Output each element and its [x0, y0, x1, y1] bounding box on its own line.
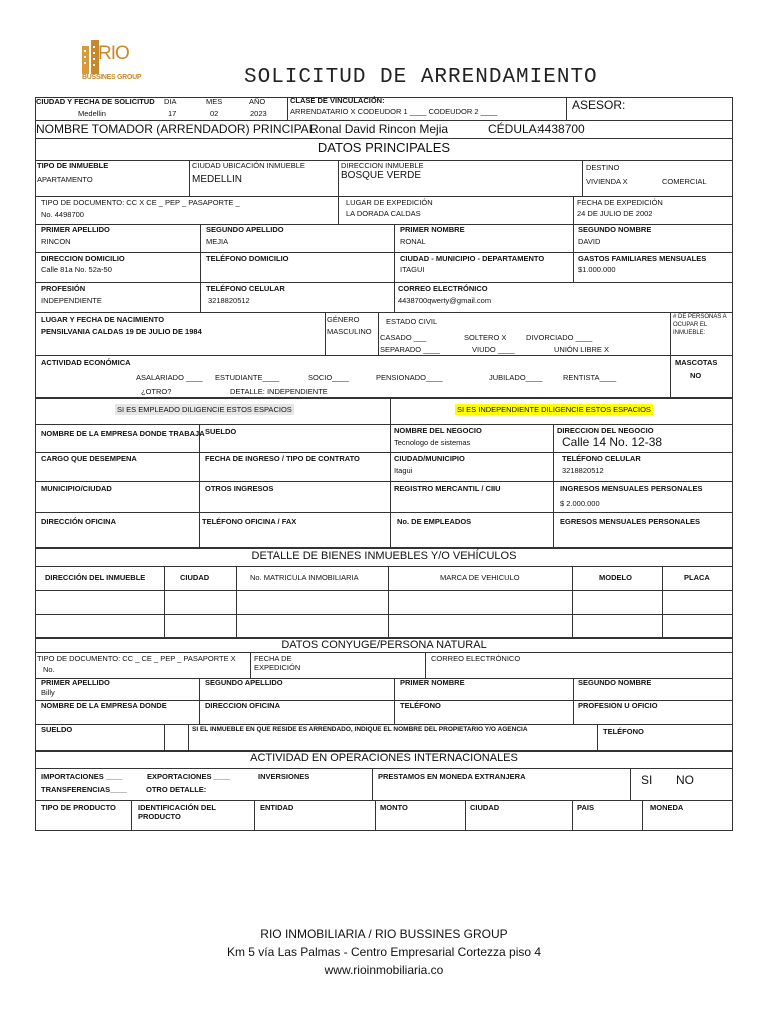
conyuge-segundo-apellido-label: SEGUNDO APELLIDO — [205, 678, 283, 687]
tomador-label: NOMBRE TOMADOR (ARRENDADOR) PRINCIPAL: — [36, 122, 319, 136]
actividad-otro: ¿OTRO? — [141, 387, 172, 396]
logo-text: RIO — [98, 43, 129, 64]
gastos-familiares-label: GASTOS FAMILIARES MENSUALES — [578, 254, 707, 263]
nombre-negocio-value: Tecnologo de sistemas — [394, 438, 471, 447]
telefono-oficina-label: TELÉFONO OFICINA / FAX — [202, 517, 297, 526]
destino-label: DESTINO — [586, 163, 620, 172]
empleado-header: SI ES EMPLEADO DILIGENCIE ESTOS ESPACIOS — [117, 405, 292, 414]
direccion-negocio-label: DIRECCION DEL NEGOCIO — [557, 426, 654, 435]
lugar-nacimiento-value: PENSILVANIA CALDAS 19 DE JULIO DE 1984 — [41, 327, 202, 336]
direccion-inmueble-value: BOSQUE VERDE — [341, 170, 422, 181]
ciudad-municipio-value: Itagui — [394, 466, 413, 475]
bienes-title: DETALLE DE BIENES INMUEBLES Y/O VEHÍCULOS — [251, 550, 517, 562]
segundo-nombre-value: DAVID — [578, 237, 601, 246]
estado-civil-soltero: SOLTERO X — [464, 333, 507, 342]
conyuge-documento-number: No. — [43, 665, 55, 674]
mes-value: 02 — [210, 109, 219, 118]
footer-address: Km 5 vía Las Palmas - Centro Empresarial Cortezza piso 4 — [226, 945, 542, 959]
conyuge-fecha-expedicion-label: FECHA DE EXPEDICIÓN — [254, 654, 301, 672]
lugar-expedicion-value: LA DORADA CALDAS — [346, 209, 421, 218]
segundo-apellido-label: SEGUNDO APELLIDO — [206, 225, 284, 234]
cargo-label: CARGO QUE DESEMPENA — [41, 454, 137, 463]
actividad-pensionado: PENSIONADO____ — [376, 373, 443, 382]
asesor-label: ASESOR: — [572, 98, 626, 112]
ciudad-municipio-label: CIUDAD/MUNICIPIO — [394, 454, 465, 463]
otros-ingresos-label: OTROS INGRESOS — [205, 484, 274, 493]
producto-col-entidad: ENTIDAD — [260, 803, 294, 812]
ciudad-domicilio-value: ITAGUI — [400, 265, 425, 274]
municipio-ciudad-label: MUNICIPIO/CIUDAD — [41, 484, 112, 493]
producto-col-monto: MONTO — [380, 803, 408, 812]
actividad-rentista: RENTISTA____ — [563, 373, 617, 382]
direccion-negocio-value: Calle 14 No. 12-38 — [562, 435, 663, 449]
segundo-nombre-label: SEGUNDO NOMBRE — [578, 225, 652, 234]
conyuge-sueldo-label: SUELDO — [41, 725, 73, 734]
estado-civil-union-libre: UNIÓN LIBRE X — [554, 345, 610, 354]
actividad-asalariado: ASALARIADO ____ — [136, 373, 203, 382]
tomador-name: Ronal David Rincon Mejia — [310, 122, 449, 136]
ingresos-mensuales-label: INGRESOS MENSUALES PERSONALES — [560, 484, 703, 493]
genero-value: MASCULINO — [327, 327, 372, 336]
cedula-value: 4438700 — [538, 122, 585, 136]
otro-detalle-label: OTRO DETALLE: — [146, 785, 207, 794]
mascotas-label: MASCOTAS — [675, 358, 718, 367]
clase-options: ARRENDATARIO X CODEUDOR 1 ____ CODEUDOR 2 ____ — [290, 107, 498, 116]
nombre-negocio-label: NOMBRE DEL NEGOCIO — [394, 426, 482, 435]
bienes-col-matricula: No. MATRICULA INMOBILIARIA — [250, 573, 359, 582]
actividad-economica-label: ACTIVIDAD ECONÓMICA — [41, 358, 131, 367]
inversiones-label: INVERSIONES — [258, 772, 310, 781]
conyuge-profesion-label: PROFESION U OFICIO — [578, 701, 658, 710]
city-value: Medellin — [78, 109, 106, 118]
conyuge-correo-label: CORREO ELECTRÓNICO — [431, 654, 521, 663]
page-title: SOLICITUD DE ARRENDAMIENTO — [244, 66, 598, 89]
lugar-nacimiento-label: LUGAR Y FECHA DE NACIMIENTO — [41, 315, 165, 324]
propietario-agencia-label: SI EL INMUEBLE EN QUE RESIDE ES ARRENDADO, INDIQUE EL NOMBRE DEL PROPIETARIO Y/O AGENCIA — [192, 726, 528, 733]
fecha-ingreso-label: FECHA DE INGRESO / TIPO DE CONTRATO — [205, 454, 360, 463]
clase-label: CLASE DE VINCULACIÓN: — [290, 96, 385, 105]
telefono-celular-label: TELÉFONO CELULAR — [206, 284, 285, 293]
estado-civil-label: ESTADO CIVIL — [386, 317, 438, 326]
bienes-col-ciudad: CIUDAD — [180, 573, 210, 582]
tipo-documento-number: No. 4498700 — [41, 210, 84, 219]
actividad-estudiante: ESTUDIANTE____ — [215, 373, 280, 382]
producto-col-pais: PAIS — [577, 803, 594, 812]
primer-nombre-value: RONAL — [400, 237, 426, 246]
estado-civil-separado: SEPARADO ____ — [380, 345, 440, 354]
internacional-title: ACTIVIDAD EN OPERACIONES INTERNACIONALES — [250, 752, 518, 764]
genero-label: GÉNERO — [327, 315, 360, 324]
telefono-celular-negocio-label: TELÉFONO CELULAR — [562, 454, 641, 463]
direccion-domicilio-value: Calle 81a No. 52a-50 — [41, 265, 112, 274]
numero-empleados-label: No. DE EMPLEADOS — [397, 517, 472, 526]
mascotas-value: NO — [690, 371, 702, 380]
prestamos-si: SI — [641, 773, 653, 787]
gastos-familiares-value: $1.000.000 — [578, 265, 616, 274]
telefono-celular-value: 3218820512 — [208, 296, 250, 305]
correo-value: 4438700qwerty@gmail.com — [398, 296, 492, 305]
transferencias-label: TRANSFERENCIAS____ — [41, 785, 127, 794]
ingresos-mensuales-value: $ 2.000.000 — [560, 499, 600, 508]
ano-value: 2023 — [250, 109, 267, 118]
producto-col-moneda: MONEDA — [650, 803, 684, 812]
bienes-col-direccion: DIRECCIÓN DEL INMUEBLE — [45, 573, 146, 582]
cedula-label: CÉDULA: — [488, 122, 541, 136]
primer-apellido-value: RINCON — [41, 237, 71, 246]
datos-principales-title: DATOS PRINCIPALES — [317, 140, 451, 155]
conyuge-primer-apellido-value: Billy — [41, 688, 55, 697]
tipo-inmueble-value: APARTAMENTO — [37, 175, 93, 184]
conyuge-segundo-nombre-label: SEGUNDO NOMBRE — [578, 678, 652, 687]
independiente-header: SI ES INDEPENDIENTE DILIGENCIE ESTOS ESPACIOS — [457, 405, 651, 414]
sueldo-label: SUELDO — [205, 427, 237, 436]
telefono-domicilio-label: TELÉFONO DOMICILIO — [206, 254, 289, 263]
conyuge-telefono-label: TELÉFONO — [400, 701, 441, 710]
producto-col-identificacion: IDENTIFICACIÓN DEL PRODUCTO — [138, 803, 216, 821]
actividad-socio: SOCIO____ — [308, 373, 349, 382]
correo-label: CORREO ELECTRÓNICO — [398, 284, 488, 293]
city-date-label: CIUDAD Y FECHA DE SOLICITUD — [36, 97, 155, 106]
tipo-documento-label: TIPO DE DOCUMENTO: CC X CE _ PEP _ PASAPORTE _ — [41, 198, 240, 207]
footer-company: RIO INMOBILIARIA / RIO BUSSINES GROUP — [260, 927, 508, 941]
prestamos-no: NO — [676, 773, 694, 787]
direccion-oficina-label: DIRECCIÓN OFICINA — [41, 517, 116, 526]
actividad-jubilado: JUBILADO____ — [489, 373, 543, 382]
telefono-celular-negocio-value: 3218820512 — [562, 466, 604, 475]
conyuge-title: DATOS CONYUGE/PERSONA NATURAL — [281, 639, 487, 651]
propietario-telefono-label: TELÉFONO — [603, 727, 644, 736]
primer-nombre-label: PRIMER NOMBRE — [400, 225, 465, 234]
exportaciones-label: EXPORTACIONES ____ — [147, 772, 231, 781]
registro-mercantil-label: REGISTRO MERCANTIL / CIIU — [394, 484, 501, 493]
producto-col-ciudad: CIUDAD — [470, 803, 500, 812]
profesion-label: PROFESIÓN — [41, 284, 86, 293]
direccion-inmueble-label: DIRECCION INMUEBLE — [341, 161, 424, 170]
dia-value: 17 — [168, 109, 177, 118]
estado-civil-divorciado: DIVORCIADO ____ — [526, 333, 593, 342]
logo-subtext: BUSSINES GROUP — [82, 74, 142, 81]
destino-comercial: COMERCIAL — [662, 177, 707, 186]
mes-label: MES — [206, 97, 223, 106]
direccion-domicilio-label: DIRECCION DOMICILIO — [41, 254, 125, 263]
egresos-mensuales-label: EGRESOS MENSUALES PERSONALES — [560, 517, 701, 526]
conyuge-empresa-label: NOMBRE DE LA EMPRESA DONDE — [41, 701, 167, 710]
segundo-apellido-value: MEJIA — [206, 237, 229, 246]
dia-label: DIA — [164, 97, 177, 106]
estado-civil-casado: CASADO ___ — [380, 333, 427, 342]
fecha-expedicion-label: FECHA DE EXPEDICIÓN — [577, 198, 663, 207]
footer-website[interactable]: www.rioinmobiliaria.co — [324, 963, 444, 977]
destino-vivienda: VIVIENDA X — [586, 177, 628, 186]
company-logo — [80, 38, 142, 88]
bienes-col-marca: MARCA DE VEHICULO — [440, 573, 520, 582]
conyuge-primer-nombre-label: PRIMER NOMBRE — [400, 678, 465, 687]
bienes-col-placa: PLACA — [684, 573, 710, 582]
lugar-expedicion-label: LUGAR DE EXPEDICIÓN — [346, 198, 433, 207]
fecha-expedicion-value: 24 DE JULIO DE 2002 — [577, 209, 653, 218]
ciudad-domicilio-label: CIUDAD - MUNICIPIO - DEPARTAMENTO — [400, 254, 545, 263]
ciudad-ubicacion-label: CIUDAD UBICACIÓN INMUEBLE — [192, 161, 305, 170]
conyuge-tipo-documento-label: TIPO DE DOCUMENTO: CC _ CE _ PEP _ PASAPORTE X — [37, 654, 236, 663]
conyuge-primer-apellido-label: PRIMER APELLIDO — [41, 678, 110, 687]
ano-label: AÑO — [249, 97, 266, 106]
profesion-value: INDEPENDIENTE — [41, 296, 102, 305]
ciudad-ubicacion-value: MEDELLIN — [192, 174, 243, 185]
empresa-trabaja-label: NOMBRE DE LA EMPRESA DONDE TRABAJA — [41, 429, 205, 438]
primer-apellido-label: PRIMER APELLIDO — [41, 225, 110, 234]
importaciones-label: IMPORTACIONES ____ — [41, 772, 123, 781]
estado-civil-viudo: VIUDO ____ — [472, 345, 515, 354]
tipo-inmueble-label: TIPO DE INMUEBLE — [37, 161, 109, 170]
prestamos-label: PRESTAMOS EN MONEDA EXTRANJERA — [378, 772, 526, 781]
conyuge-direccion-oficina-label: DIRECCION OFICINA — [205, 701, 280, 710]
producto-col-tipo: TIPO DE PRODUCTO — [41, 803, 116, 812]
personas-ocupar-label: # DE PERSONAS A OCUPAR EL INMUEBLE: — [673, 314, 727, 337]
actividad-detalle: DETALLE: INDEPENDIENTE — [230, 387, 328, 396]
bienes-col-modelo: MODELO — [599, 573, 632, 582]
